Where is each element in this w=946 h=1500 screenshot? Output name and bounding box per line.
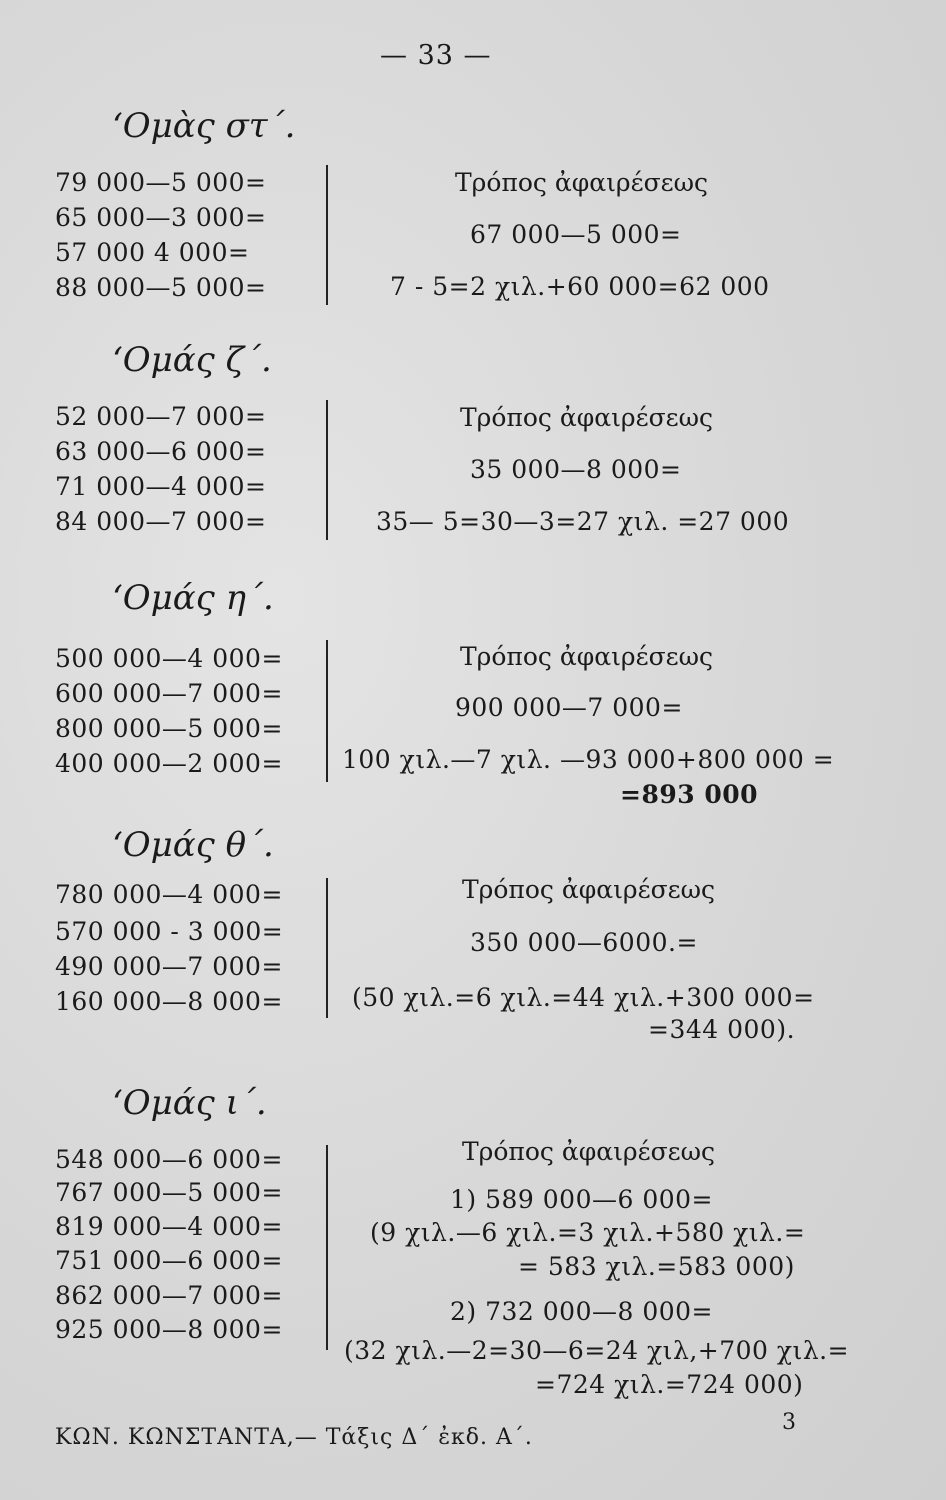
method-title: Τρόπος ἀφαιρέσεως: [462, 1137, 715, 1166]
page-number: — 33 —: [380, 40, 492, 71]
problem-line: 570 000 - 3 000=: [55, 917, 284, 946]
vertical-rule: [326, 640, 328, 782]
problem-line: 65 000—3 000=: [55, 203, 267, 232]
problem-line: 52 000—7 000=: [55, 402, 267, 431]
problem-line: 862 000—7 000=: [55, 1281, 283, 1310]
method-title: Τρόπος ἀφαιρέσεως: [460, 403, 713, 432]
vertical-rule: [326, 165, 328, 305]
problem-line: 548 000—6 000=: [55, 1145, 283, 1174]
method-line: (50 χιλ.=6 χιλ.=44 χιλ.+300 000=: [352, 983, 815, 1012]
problem-line: 819 000—4 000=: [55, 1212, 283, 1241]
method-line: 900 000—7 000=: [455, 693, 683, 722]
problem-line: 400 000—2 000=: [55, 749, 283, 778]
footer-imprint: ΚΩΝ. ΚΩΝΣΤΑΝΤΑ,— Τάξις Δ΄ ἐκδ. Α΄.: [55, 1425, 533, 1450]
vertical-rule: [326, 1145, 328, 1350]
method-line: (9 χιλ.—6 χιλ.=3 χιλ.+580 χιλ.=: [370, 1218, 806, 1247]
method-line: 35— 5=30—3=27 χιλ. =27 000: [376, 507, 790, 536]
problem-line: 490 000—7 000=: [55, 952, 283, 981]
problem-line: 63 000—6 000=: [55, 437, 267, 466]
method-line: =724 χιλ.=724 000): [535, 1370, 804, 1399]
problem-line: 600 000—7 000=: [55, 679, 283, 708]
problem-line: 767 000—5 000=: [55, 1178, 283, 1207]
signature-mark: 3: [782, 1410, 796, 1435]
problem-line: 79 000—5 000=: [55, 168, 267, 197]
method-line: = 583 χιλ.=583 000): [518, 1252, 795, 1281]
method-line: 1) 589 000—6 000=: [450, 1185, 714, 1214]
method-line: 67 000—5 000=: [470, 220, 682, 249]
group-heading: ‘Ομάς θ΄.: [112, 825, 274, 865]
method-line: 350 000—6000.=: [470, 928, 698, 957]
method-line: =344 000).: [648, 1015, 796, 1044]
method-title: Τρόπος ἀφαιρέσεως: [462, 875, 715, 904]
method-line: 100 χιλ.—7 χιλ. —93 000+800 000 =: [342, 745, 835, 774]
method-line: =893 000: [620, 780, 759, 809]
problem-line: 925 000—8 000=: [55, 1315, 283, 1344]
method-line: 35 000—8 000=: [470, 455, 682, 484]
group-heading: ‘Ομάς η΄.: [112, 578, 274, 618]
method-line: 7 - 5=2 χιλ.+60 000=62 000: [390, 272, 770, 301]
problem-line: 71 000—4 000=: [55, 472, 267, 501]
problem-line: 84 000—7 000=: [55, 507, 267, 536]
problem-line: 500 000—4 000=: [55, 644, 283, 673]
problem-line: 88 000—5 000=: [55, 273, 267, 302]
method-line: 2) 732 000—8 000=: [450, 1297, 714, 1326]
method-line: (32 χιλ.—2=30—6=24 χιλ,+700 χιλ.=: [344, 1336, 850, 1365]
group-heading: ‘Ομάς ζ΄.: [112, 340, 272, 380]
problem-line: 57 000 4 000=: [55, 238, 250, 267]
problem-line: 751 000—6 000=: [55, 1246, 283, 1275]
problem-line: 780 000—4 000=: [55, 880, 283, 909]
method-title: Τρόπος ἀφαιρέσεως: [460, 642, 713, 671]
problem-line: 160 000—8 000=: [55, 987, 283, 1016]
problem-line: 800 000—5 000=: [55, 714, 283, 743]
method-title: Τρόπος ἀφαιρέσεως: [455, 168, 708, 197]
group-heading: ‘Ομὰς στ΄.: [112, 106, 296, 146]
vertical-rule: [326, 878, 328, 1018]
vertical-rule: [326, 400, 328, 540]
group-heading: ‘Ομάς ι΄.: [112, 1083, 267, 1123]
